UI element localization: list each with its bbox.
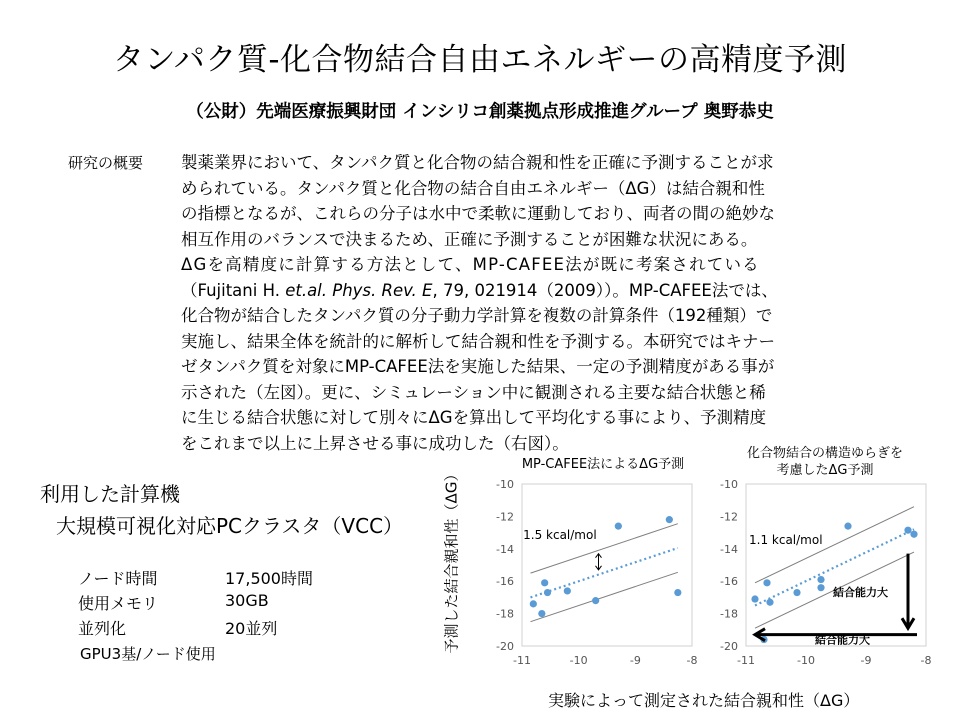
affinity-label-horizontal: 結合能力大 bbox=[815, 633, 870, 647]
summary-line-text: められている。タンパク質と化合物の結合自由エネルギー（ΔG）は結合親和性 bbox=[181, 178, 765, 198]
data-point bbox=[766, 599, 773, 606]
data-point bbox=[844, 523, 851, 530]
summary-line-text: 実施し、結果全体を統計的に解析して結合親和性を予測する。本研究ではキナー bbox=[181, 331, 775, 351]
summary-line-text: ゼタンパク質を対象にMP-CAFEE法を実施した結果、一定の予測精度がある事が bbox=[181, 357, 775, 376]
y-tick-label: -14 bbox=[720, 542, 738, 556]
data-point bbox=[538, 610, 545, 617]
summary-line bbox=[181, 227, 916, 253]
spec-label: 使用メモリ bbox=[78, 594, 159, 613]
summary-line bbox=[181, 150, 916, 176]
chart-right-title-line: 考慮したΔG予測 bbox=[776, 463, 874, 478]
data-point bbox=[674, 589, 681, 596]
y-tick-label: -16 bbox=[720, 575, 738, 589]
chart-right bbox=[700, 470, 940, 670]
data-point bbox=[904, 527, 911, 534]
author-affiliation: （公財）先端医療振興財団 インシリコ創薬拠点形成推進グループ 奥野恭史 bbox=[186, 102, 774, 122]
shared-y-axis-label: 予測した結合親和性（ΔG） bbox=[442, 466, 461, 654]
summary-line bbox=[181, 380, 916, 406]
chart-left-title: MP-CAFEE法によるΔG予測 bbox=[521, 457, 685, 472]
summary-line-text: の指標となるが、これらの分子は水中で柔軟に運動しており、両者の間の絶妙な bbox=[181, 204, 775, 223]
y-tick-label: -10 bbox=[720, 478, 738, 491]
y-tick-label: -12 bbox=[720, 510, 738, 524]
y-tick-label: -18 bbox=[496, 607, 514, 621]
data-point bbox=[666, 516, 673, 523]
trend-line bbox=[531, 548, 678, 597]
spec-value: 30GB bbox=[225, 591, 269, 610]
data-point bbox=[751, 595, 758, 602]
summary-text bbox=[181, 150, 916, 456]
spec-value: 17,500時間 bbox=[225, 569, 313, 588]
spec-label: ノード時間 bbox=[78, 569, 158, 588]
plot-area-border bbox=[522, 484, 692, 646]
chart-left bbox=[470, 470, 700, 670]
summary-line-text: 相互作用のバランスで決まるため、正確に予測することが困難な状況にある。 bbox=[181, 229, 758, 249]
data-point bbox=[564, 587, 571, 594]
y-tick-label: -16 bbox=[496, 575, 514, 589]
data-point bbox=[544, 589, 551, 596]
page-title: タンパク質-化合物結合自由エネルギーの高精度予測 bbox=[112, 42, 847, 78]
x-tick-label: -9 bbox=[629, 654, 641, 667]
data-point bbox=[615, 523, 622, 530]
shared-x-axis-label: 実験によって測定された結合親和性（ΔG） bbox=[548, 691, 860, 710]
spec-value: 20並列 bbox=[225, 619, 278, 638]
citation-journal: et.al. Phys. Rev. E bbox=[285, 280, 433, 300]
spec-label: 並列化 bbox=[78, 619, 127, 638]
data-point bbox=[763, 579, 770, 586]
data-point bbox=[817, 576, 824, 583]
data-point bbox=[541, 579, 548, 586]
summary-line-text: （Fujitani H. bbox=[181, 280, 286, 300]
summary-line bbox=[181, 176, 916, 202]
x-tick-label: -8 bbox=[920, 654, 932, 667]
y-tick-label: -10 bbox=[496, 478, 514, 491]
summary-line-text: をこれまで以上に上昇させる事に成功した（右図）。 bbox=[181, 433, 569, 453]
summary-line bbox=[181, 354, 916, 380]
confidence-band-lower bbox=[531, 572, 678, 621]
y-tick-label: -18 bbox=[720, 607, 738, 621]
x-tick-label: -10 bbox=[569, 654, 588, 667]
summary-line bbox=[181, 278, 916, 304]
x-tick-label: -11 bbox=[513, 654, 531, 667]
summary-line bbox=[181, 303, 916, 329]
y-tick-label: -20 bbox=[496, 640, 514, 653]
summary-line-text: 製薬業界において、タンパク質と化合物の結合親和性を正確に予測することが求 bbox=[181, 153, 774, 172]
y-tick-label: -20 bbox=[720, 640, 738, 653]
x-tick-label: -11 bbox=[737, 654, 755, 667]
gpu-note: GPU3基/ノード使用 bbox=[80, 645, 216, 663]
summary-line bbox=[181, 252, 916, 278]
computer-heading: 利用した計算機 bbox=[40, 482, 180, 506]
data-point bbox=[910, 531, 917, 538]
affinity-label-vertical: 結合能力大 bbox=[833, 585, 888, 599]
y-tick-label: -14 bbox=[496, 542, 514, 556]
x-tick-label: -10 bbox=[797, 654, 815, 667]
summary-line bbox=[181, 405, 916, 431]
data-point bbox=[793, 589, 800, 596]
summary-label: 研究の概要 bbox=[68, 154, 144, 172]
band-width-annotation: 1.5 kcal/mol bbox=[523, 528, 597, 543]
x-tick-label: -9 bbox=[860, 654, 872, 667]
summary-line bbox=[181, 329, 916, 355]
summary-line-text: 示された（左図）。更に、シミュレーション中に観測される主要な結合状態と稀 bbox=[181, 382, 766, 402]
y-tick-label: -12 bbox=[496, 510, 514, 524]
data-point bbox=[530, 600, 537, 607]
computer-name: 大規模可視化対応PCクラスタ（VCC） bbox=[56, 514, 404, 538]
data-point bbox=[592, 597, 599, 604]
summary-line-text: に生じる結合状態に対して別々にΔGを算出して平均化する事により、予測精度 bbox=[181, 408, 767, 427]
data-point bbox=[817, 584, 824, 591]
band-width-annotation: 1.1 kcal/mol bbox=[749, 532, 823, 547]
plot-area-border bbox=[746, 484, 926, 646]
summary-line bbox=[181, 201, 916, 227]
summary-line-text: , 79, 021914（2009））。MP-CAFEE法では、 bbox=[432, 280, 778, 300]
summary-line-text: 化合物が結合したタンパク質の分子動力学計算を複数の計算条件（192種類）で bbox=[181, 306, 773, 325]
chart-right-title-line: 化合物結合の構造ゆらぎを bbox=[746, 446, 903, 461]
x-tick-label: -8 bbox=[686, 654, 698, 667]
summary-line-text: ΔGを高精度に計算する方法として、MP-CAFEE法が既に考案されている bbox=[181, 255, 760, 274]
